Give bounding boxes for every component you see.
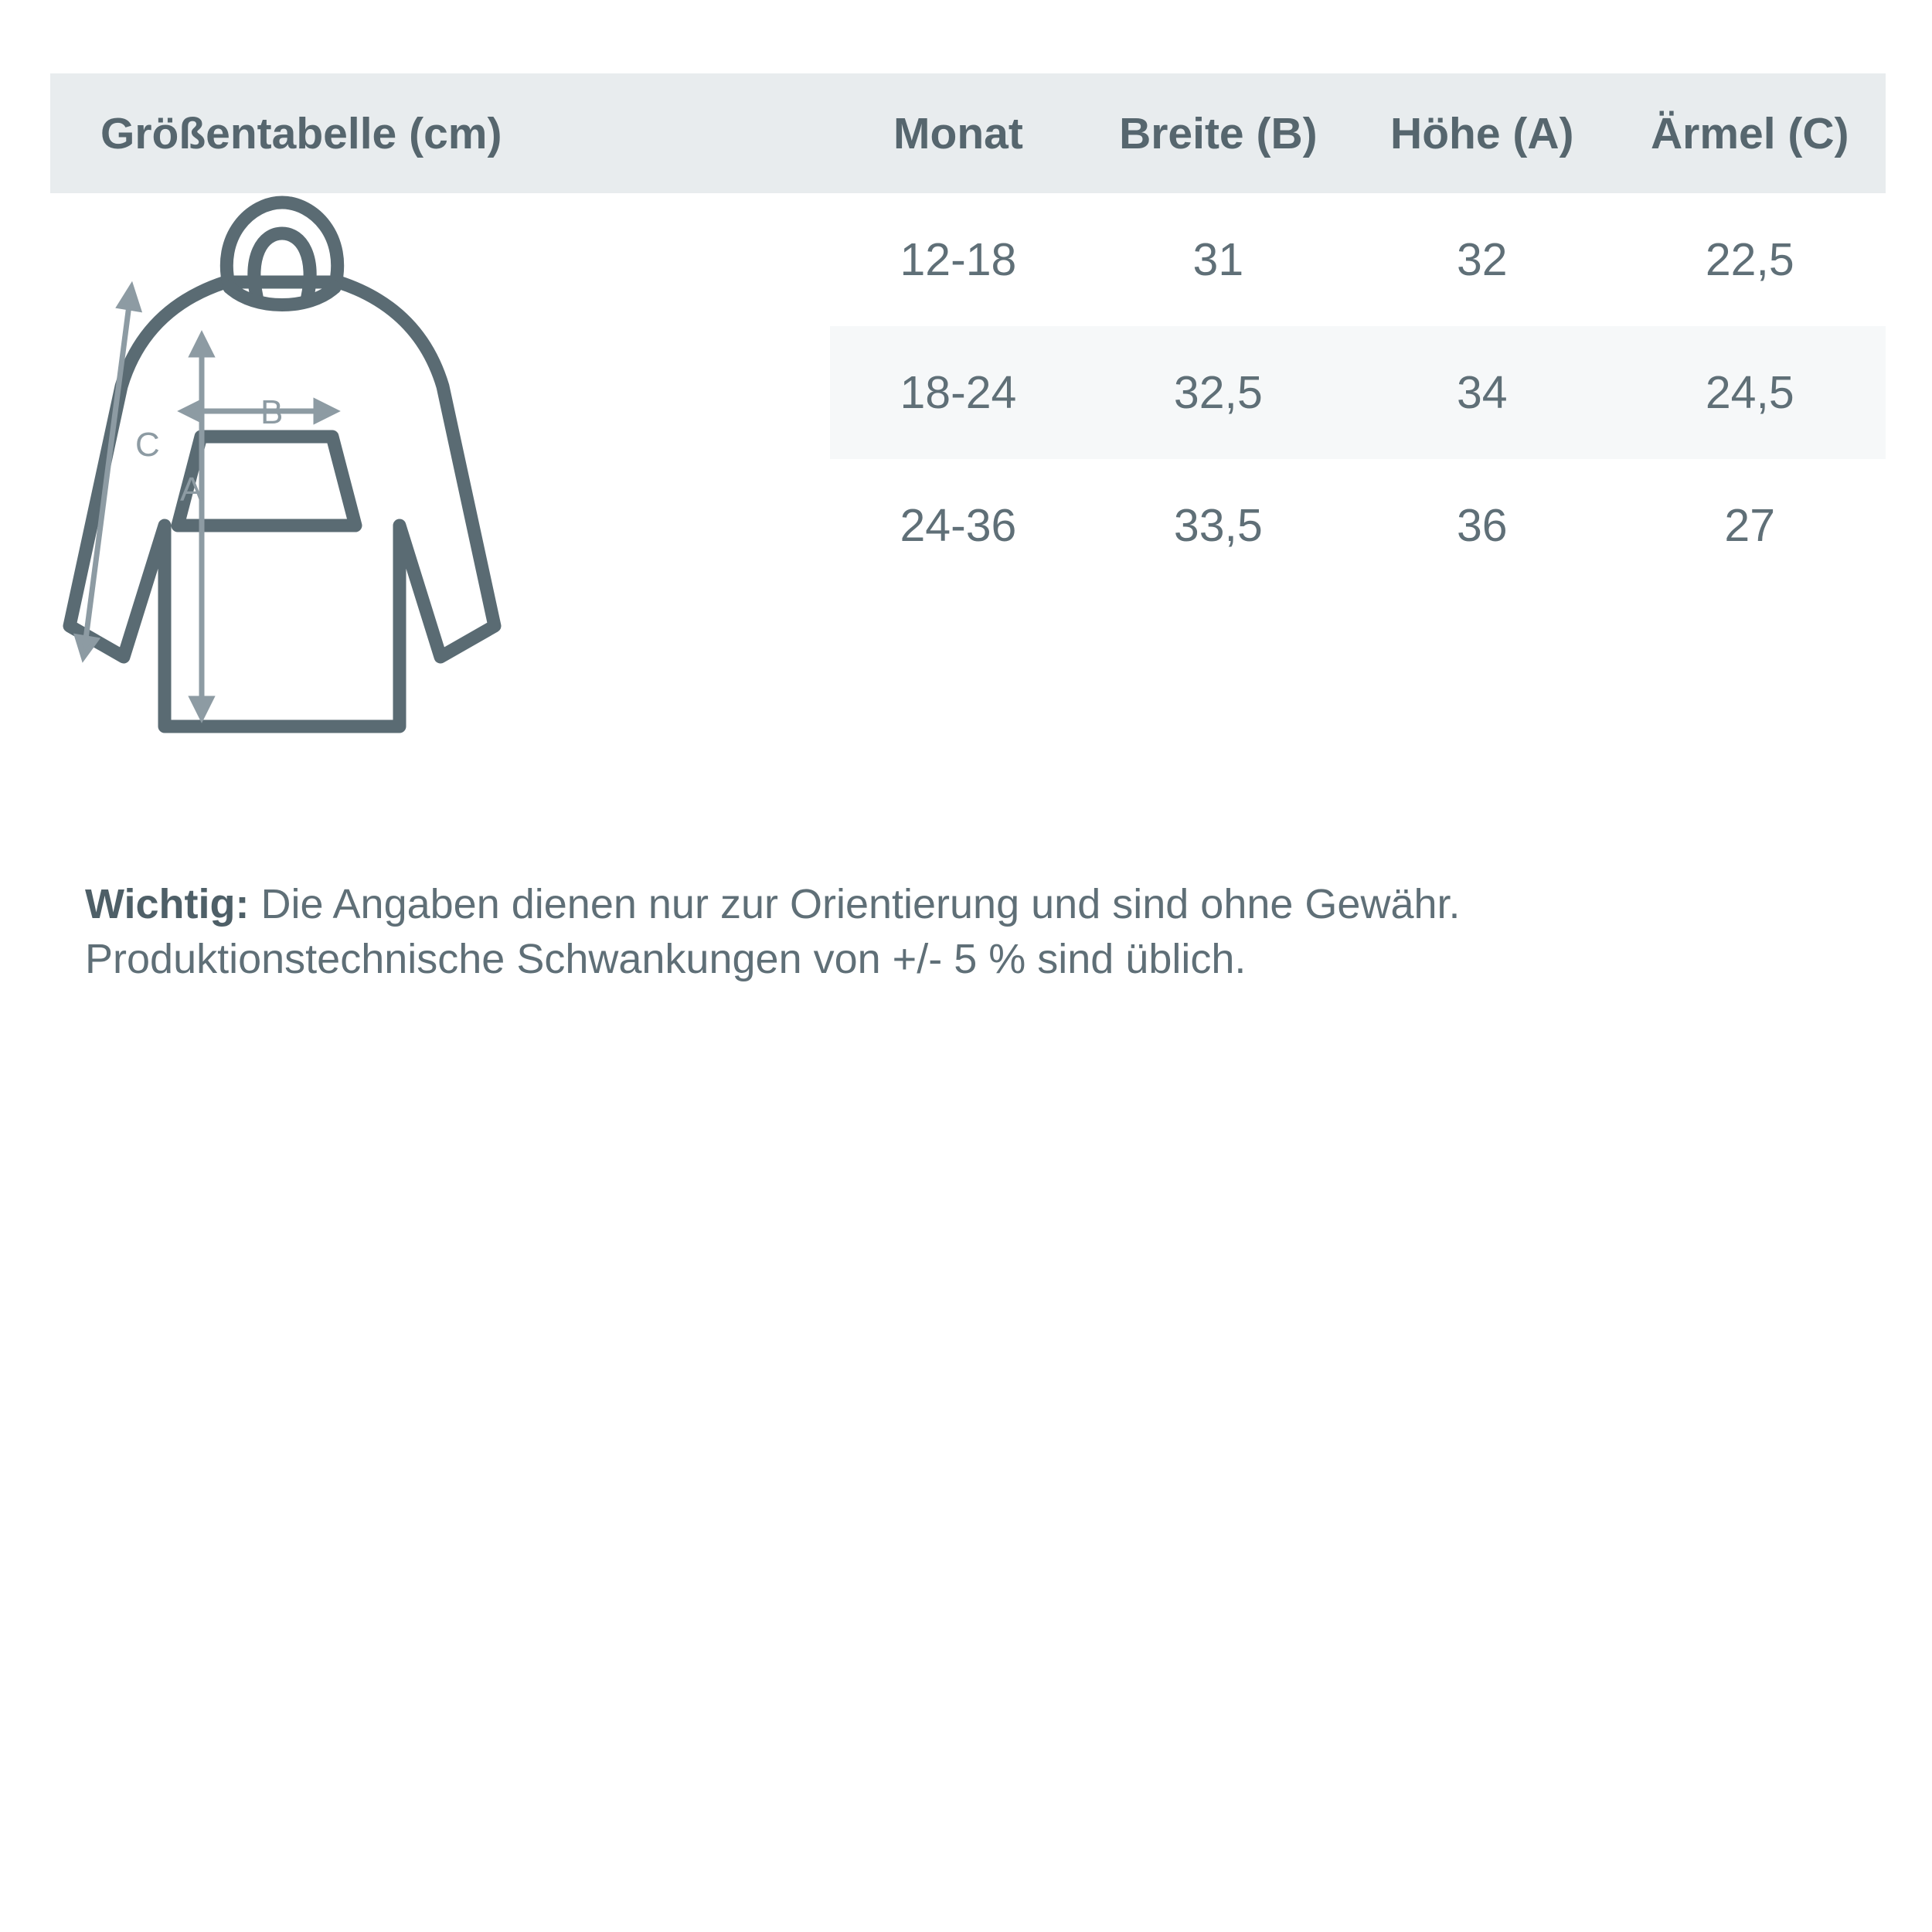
label-a: A xyxy=(180,471,203,509)
disclaimer-line2: Produktionstechnische Schwankungen von +/- 5 % sind üblich. xyxy=(85,936,1247,983)
hoodie-illustration-cell xyxy=(50,193,830,592)
cell-monat: 24-36 xyxy=(900,500,1017,551)
disclaimer-note xyxy=(85,877,1862,988)
cell-monat: 18-24 xyxy=(830,326,1086,459)
page-title: Größentabelle (cm) xyxy=(50,73,830,193)
cell-breite: 31 xyxy=(1192,234,1244,285)
cell-aermel: 24,5 xyxy=(1614,326,1886,459)
column-header-hoehe-label: Höhe xyxy=(1390,108,1501,158)
cell-breite: 32,5 xyxy=(1087,326,1350,459)
size-table-body xyxy=(50,193,1886,592)
cell-hoehe: 36 xyxy=(1456,500,1508,551)
label-c: C xyxy=(135,426,160,464)
column-header-breite-label: Breite xyxy=(1119,108,1244,158)
column-header-breite-letter: (B) xyxy=(1256,108,1318,158)
size-chart-block xyxy=(50,73,1886,592)
column-header-aermel-letter: (C) xyxy=(1787,108,1849,158)
column-header-hoehe-letter: (A) xyxy=(1512,108,1574,158)
column-header-aermel-label: Ärmel xyxy=(1650,108,1776,158)
cell-aermel: 22,5 xyxy=(1705,234,1794,285)
disclaimer-line1: Die Angaben dienen nur zur Orientierung und sind ohne Gewähr. xyxy=(249,881,1461,927)
cell-monat: 12-18 xyxy=(900,234,1017,285)
column-header-monat-label: Monat xyxy=(893,108,1023,158)
size-table xyxy=(50,73,1886,592)
table-header-row xyxy=(50,73,1886,193)
column-header-monat xyxy=(830,73,1086,193)
size-table-header xyxy=(50,73,1886,193)
cell-breite: 33,5 xyxy=(1173,500,1263,551)
cell-aermel: 27 xyxy=(1724,500,1776,551)
table-row xyxy=(50,193,1886,326)
column-header-aermel xyxy=(1614,73,1886,193)
cell-hoehe: 32 xyxy=(1456,234,1508,285)
disclaimer-strong: Wichtig: xyxy=(85,881,250,927)
column-header-breite xyxy=(1087,73,1350,193)
column-header-hoehe xyxy=(1350,73,1614,193)
cell-hoehe: 34 xyxy=(1350,326,1614,459)
label-b: B xyxy=(260,393,284,431)
